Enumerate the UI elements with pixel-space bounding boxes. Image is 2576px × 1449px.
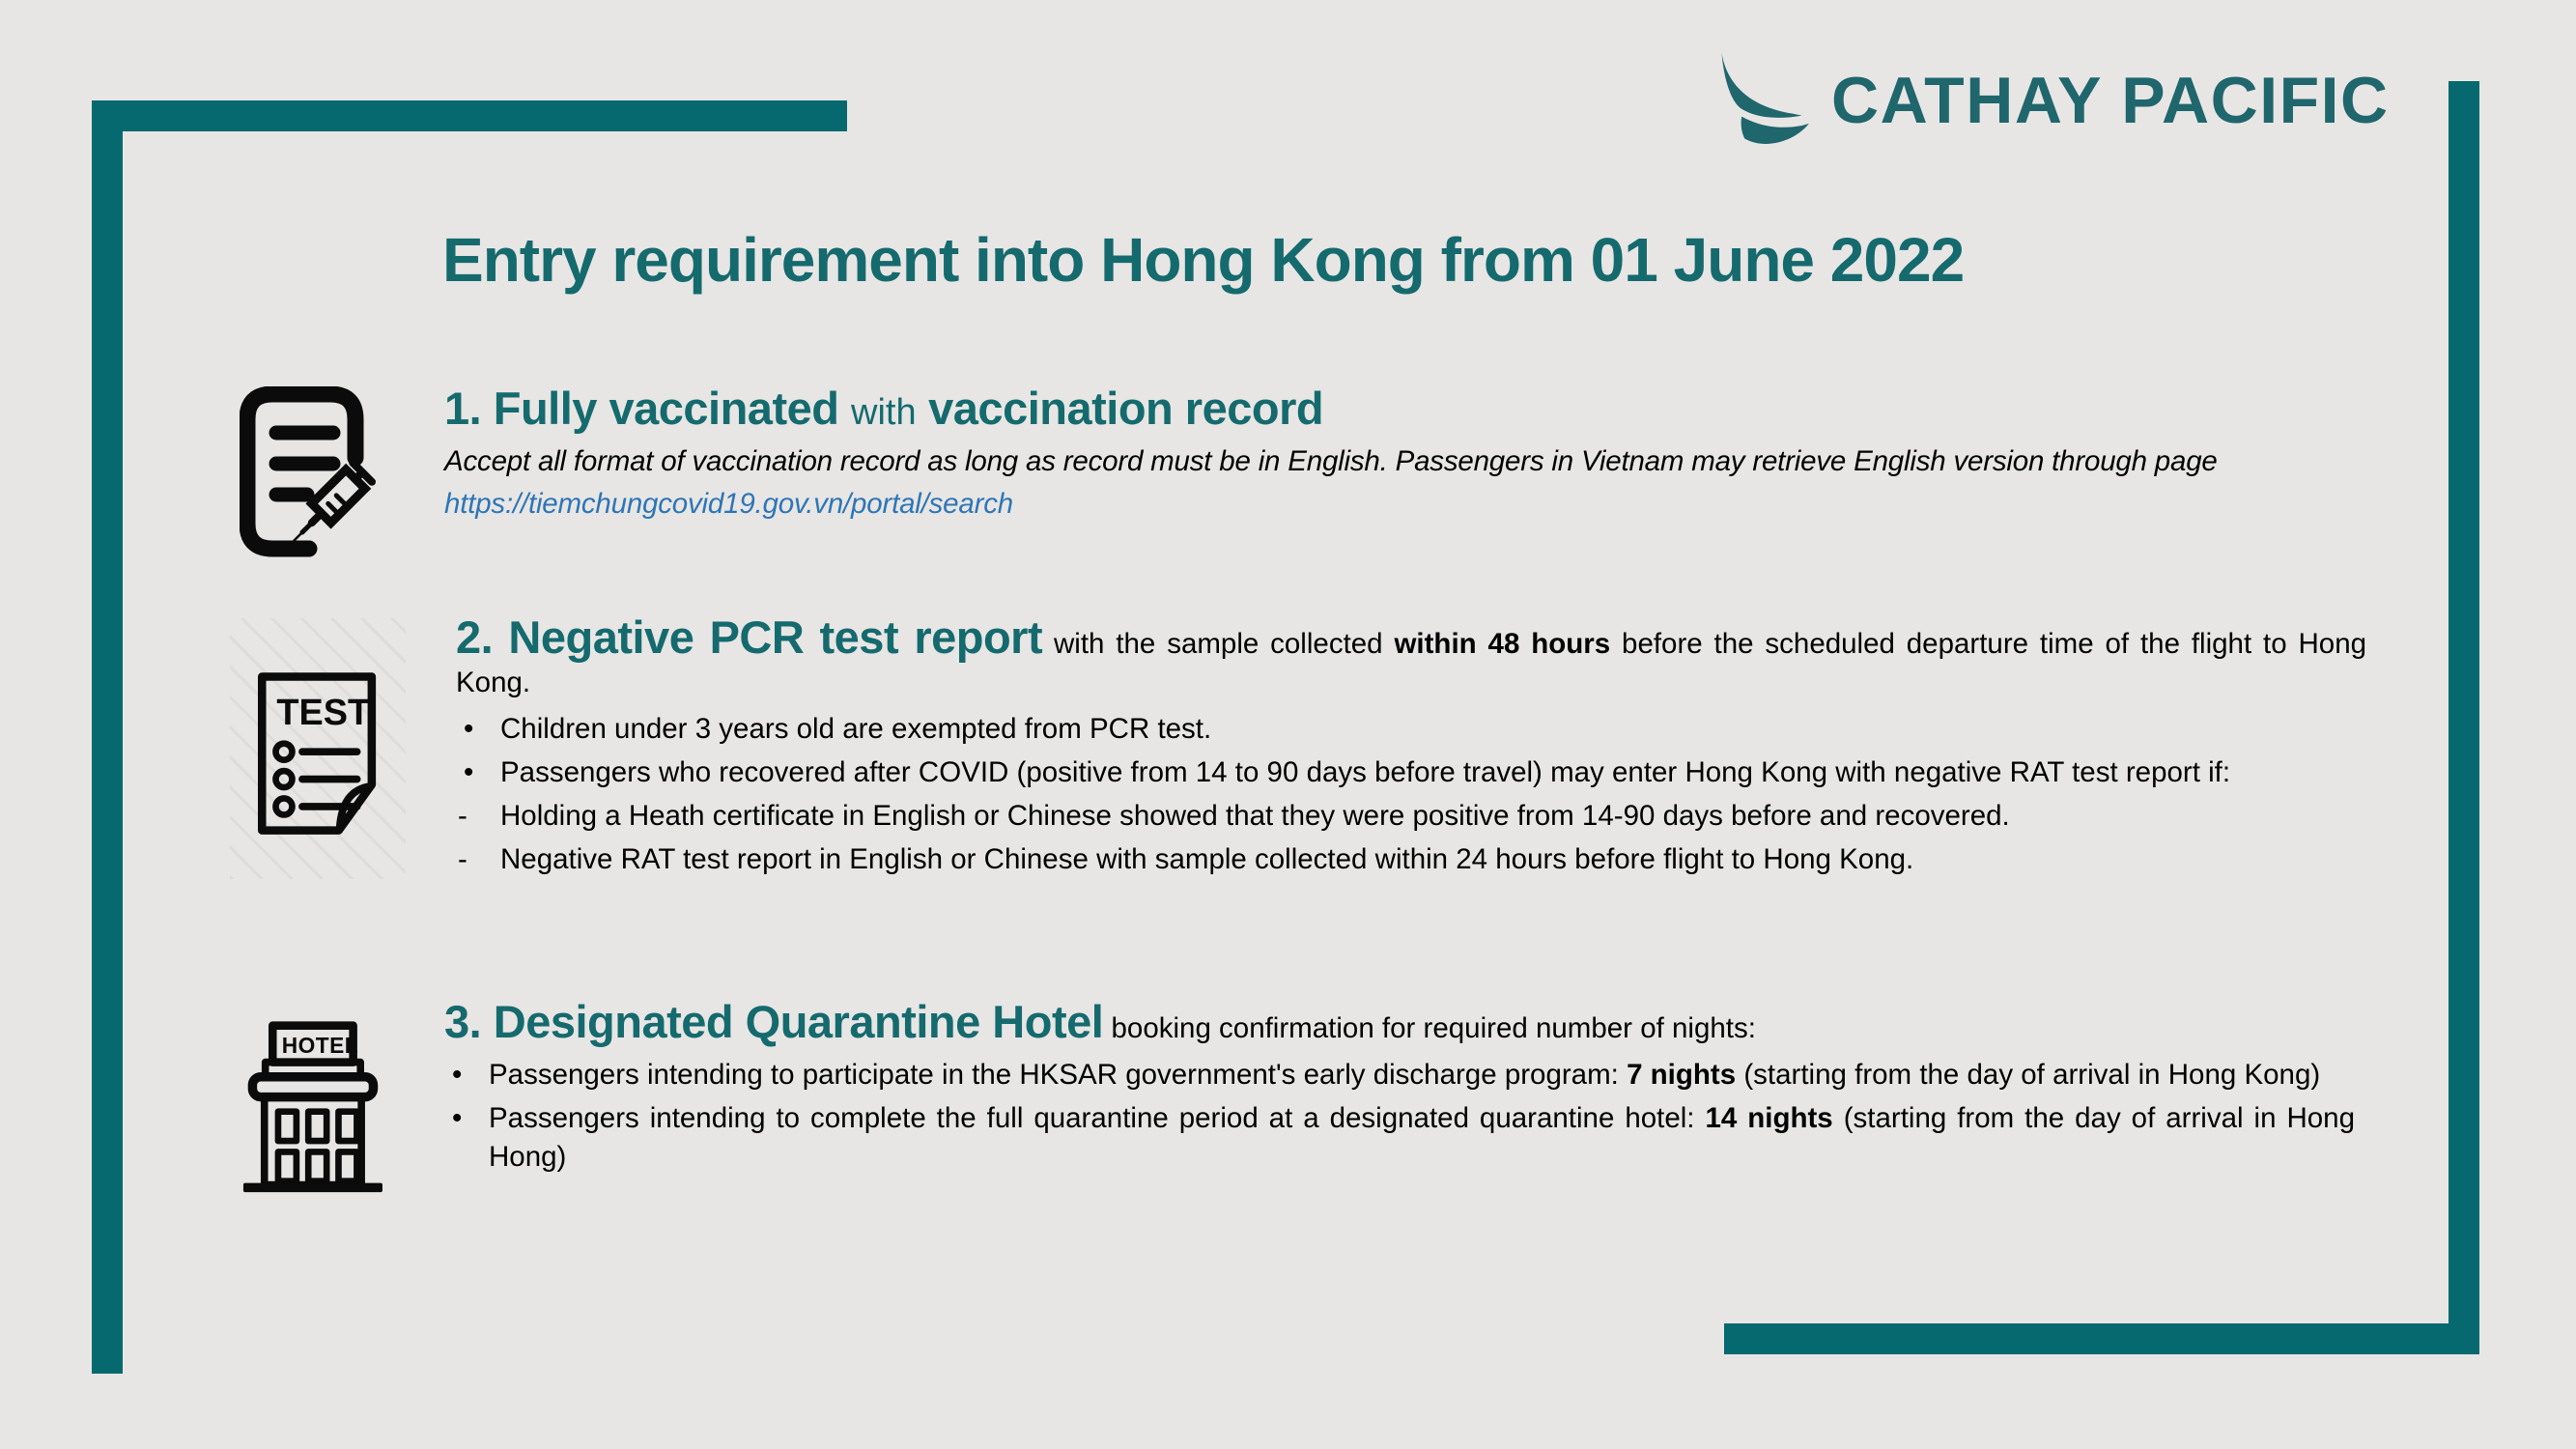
section2-tail-pre: with the sample collected xyxy=(1054,628,1383,660)
list-item-text-post: (starting from the day of arrival in Hong Hong) xyxy=(489,1102,2355,1173)
section-fully-vaccinated xyxy=(230,382,2355,558)
list-item-text-bold: 14 nights xyxy=(1705,1102,1833,1134)
section2-heading-line xyxy=(456,611,2367,702)
bullet-marker: • xyxy=(464,756,474,788)
list-item-text: Negative RAT test report in English or Chinese with sample collected within 24 hours before flight to Hong Kong. xyxy=(500,843,1914,875)
vaccination-portal-link[interactable]: https://tiemchungcovid19.gov.vn/portal/search xyxy=(444,488,1013,520)
corner-bracket-bottom-right-horizontal xyxy=(1724,1323,2479,1354)
list-item xyxy=(456,840,2366,879)
section3-tail: booking confirmation for required number of nights: xyxy=(1111,1012,1756,1044)
list-item xyxy=(444,1099,2355,1177)
section1-heading xyxy=(444,382,2355,435)
list-item-text: Holding a Heath certificate in English or Chinese showed that they were positive from 14-90 days before and recovered. xyxy=(500,800,2010,832)
section2-tail-post: before the scheduled departure time of the flight to Hong Kong. xyxy=(456,628,2367,698)
list-item-text-pre: Passengers intending to complete the full quarantine period at a designated quarantine hotel: xyxy=(489,1102,1695,1134)
dash-marker: - xyxy=(458,843,467,875)
test-report-icon xyxy=(249,668,386,840)
section2-text xyxy=(456,611,2367,879)
cathay-pacific-logo xyxy=(1712,50,2390,151)
vaccination-record-icon xyxy=(240,386,384,558)
list-item-text-bold: 7 nights xyxy=(1627,1059,1737,1091)
section3-text xyxy=(444,996,2355,1194)
bullet-marker: • xyxy=(464,713,474,745)
list-item-text-pre: Passengers intending to participate in the HKSAR government's early discharge program: xyxy=(489,1059,1619,1091)
corner-bracket-bottom-right-vertical xyxy=(2449,81,2479,1354)
section1-icon-col xyxy=(230,382,394,558)
bullet-marker: • xyxy=(452,1059,463,1091)
section-quarantine-hotel xyxy=(230,996,2355,1194)
section1-note xyxy=(444,442,2355,524)
hotel-icon-label: HOTEL xyxy=(281,1033,359,1059)
corner-bracket-top-left-vertical xyxy=(92,100,123,1374)
section1-heading-bold1: 1. Fully vaccinated xyxy=(444,383,839,434)
section1-note-text: Accept all format of vaccination record as long as record must be in English. Passengers in Vietnam may retrieve English version through page xyxy=(444,445,2218,477)
section2-tail-bold: within 48 hours xyxy=(1394,628,1611,660)
section1-heading-light: with xyxy=(851,392,917,433)
section2-icon-col xyxy=(230,618,406,879)
brand-wordmark: CATHAY PACIFIC xyxy=(1831,64,2390,137)
list-item xyxy=(456,710,2366,749)
section-pcr-test xyxy=(230,611,2367,879)
section2-heading: 2. Negative PCR test report xyxy=(456,611,1043,663)
list-item-text-post: (starting from the day of arrival in Hong Kong) xyxy=(1743,1059,2321,1091)
list-item-text: Children under 3 years old are exempted from PCR test. xyxy=(500,713,1212,745)
list-item xyxy=(456,753,2366,792)
corner-bracket-top-left-horizontal xyxy=(92,100,847,131)
bullet-marker: • xyxy=(452,1102,463,1134)
list-item xyxy=(444,1056,2355,1094)
brushwing-icon xyxy=(1712,50,1812,151)
list-item-text: Passengers who recovered after COVID (positive from 14 to 90 days before travel) may enter Hong Kong with negative RAT test report if: xyxy=(500,756,2231,788)
section2-bullets xyxy=(456,710,2366,879)
section3-heading-line xyxy=(444,996,2355,1048)
section1-heading-bold2: vaccination record xyxy=(928,383,1324,434)
section3-icon-col xyxy=(230,1003,394,1194)
page-title: Entry requirement into Hong Kong from 01 June 2022 xyxy=(442,225,1965,295)
section3-heading: 3. Designated Quarantine Hotel xyxy=(444,996,1104,1047)
test-icon-label: TEST xyxy=(276,692,371,733)
section1-text xyxy=(444,382,2355,558)
section3-bullets xyxy=(444,1056,2355,1177)
list-item xyxy=(456,797,2366,836)
hotel-icon xyxy=(234,1020,390,1194)
dash-marker: - xyxy=(458,800,467,832)
